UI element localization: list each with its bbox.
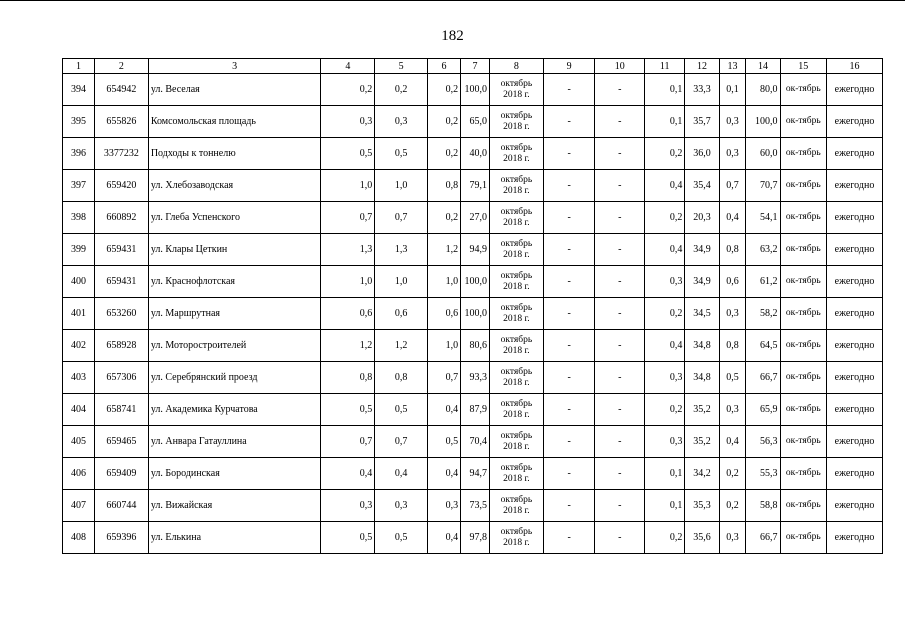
- value-col9: -: [543, 106, 595, 138]
- value-col9: -: [543, 298, 595, 330]
- column-header: 12: [685, 59, 719, 74]
- table-row: [63, 138, 883, 170]
- date-col8: октябрь 2018 г.: [490, 170, 544, 202]
- value-col9: -: [543, 170, 595, 202]
- value-col14: 61,2: [746, 266, 780, 298]
- value-col7: 97,8: [461, 522, 490, 554]
- value-col14: 80,0: [746, 74, 780, 106]
- value-col6: 0,4: [427, 458, 460, 490]
- month-col15: ок-тябрь: [780, 458, 827, 490]
- value-col10: -: [595, 74, 645, 106]
- value-col7: 27,0: [461, 202, 490, 234]
- value-col7: 94,9: [461, 234, 490, 266]
- frequency-col16: ежегодно: [827, 298, 883, 330]
- frequency-col16: ежегодно: [827, 202, 883, 234]
- value-col6: 0,2: [427, 106, 460, 138]
- value-col4: 0,5: [321, 394, 375, 426]
- value-col4: 0,2: [321, 74, 375, 106]
- value-col10: -: [595, 458, 645, 490]
- object-code: 660744: [95, 490, 149, 522]
- value-col14: 58,2: [746, 298, 780, 330]
- object-code: 660892: [95, 202, 149, 234]
- value-col11: 0,4: [645, 330, 685, 362]
- table-row: [63, 106, 883, 138]
- date-col8: октябрь 2018 г.: [490, 522, 544, 554]
- row-number: 400: [63, 266, 95, 298]
- value-col5: 0,7: [375, 426, 428, 458]
- object-code: 659409: [95, 458, 149, 490]
- header-row: [63, 59, 883, 74]
- frequency-col16: ежегодно: [827, 458, 883, 490]
- row-number: 404: [63, 394, 95, 426]
- date-col8: октябрь 2018 г.: [490, 234, 544, 266]
- value-col6: 0,5: [427, 426, 460, 458]
- value-col7: 94,7: [461, 458, 490, 490]
- value-col7: 80,6: [461, 330, 490, 362]
- value-col9: -: [543, 458, 595, 490]
- value-col7: 40,0: [461, 138, 490, 170]
- value-col5: 1,2: [375, 330, 428, 362]
- value-col7: 73,5: [461, 490, 490, 522]
- value-col5: 0,4: [375, 458, 428, 490]
- value-col4: 1,3: [321, 234, 375, 266]
- street-name: ул. Академика Курчатова: [148, 394, 321, 426]
- value-col4: 0,3: [321, 106, 375, 138]
- value-col10: -: [595, 234, 645, 266]
- value-col9: -: [543, 362, 595, 394]
- value-col12: 35,7: [685, 106, 719, 138]
- value-col14: 55,3: [746, 458, 780, 490]
- column-header: 16: [827, 59, 883, 74]
- row-number: 399: [63, 234, 95, 266]
- value-col13: 0,3: [719, 138, 746, 170]
- object-code: 659396: [95, 522, 149, 554]
- value-col7: 70,4: [461, 426, 490, 458]
- date-col8: октябрь 2018 г.: [490, 330, 544, 362]
- frequency-col16: ежегодно: [827, 426, 883, 458]
- date-col8: октябрь 2018 г.: [490, 298, 544, 330]
- value-col14: 60,0: [746, 138, 780, 170]
- column-header: 10: [595, 59, 645, 74]
- value-col6: 1,0: [427, 266, 460, 298]
- value-col4: 0,6: [321, 298, 375, 330]
- value-col4: 0,3: [321, 490, 375, 522]
- value-col14: 100,0: [746, 106, 780, 138]
- value-col11: 0,3: [645, 426, 685, 458]
- value-col14: 58,8: [746, 490, 780, 522]
- street-name: ул. Вижайская: [148, 490, 321, 522]
- value-col10: -: [595, 490, 645, 522]
- column-header: 13: [719, 59, 746, 74]
- value-col13: 0,3: [719, 106, 746, 138]
- value-col10: -: [595, 202, 645, 234]
- value-col10: -: [595, 170, 645, 202]
- value-col7: 87,9: [461, 394, 490, 426]
- month-col15: ок-тябрь: [780, 202, 827, 234]
- month-col15: ок-тябрь: [780, 298, 827, 330]
- street-name: ул. Клары Цеткин: [148, 234, 321, 266]
- value-col13: 0,1: [719, 74, 746, 106]
- row-number: 396: [63, 138, 95, 170]
- value-col14: 66,7: [746, 362, 780, 394]
- value-col11: 0,2: [645, 298, 685, 330]
- object-code: 659465: [95, 426, 149, 458]
- value-col4: 0,8: [321, 362, 375, 394]
- street-name: ул. Анвара Гатауллина: [148, 426, 321, 458]
- date-col8: октябрь 2018 г.: [490, 362, 544, 394]
- value-col14: 54,1: [746, 202, 780, 234]
- page-top-border: [0, 0, 905, 1]
- value-col11: 0,1: [645, 490, 685, 522]
- value-col5: 0,2: [375, 74, 428, 106]
- value-col6: 0,4: [427, 394, 460, 426]
- value-col5: 1,0: [375, 266, 428, 298]
- street-name: ул. Веселая: [148, 74, 321, 106]
- object-code: 658741: [95, 394, 149, 426]
- value-col10: -: [595, 394, 645, 426]
- value-col5: 0,8: [375, 362, 428, 394]
- row-number: 406: [63, 458, 95, 490]
- value-col6: 0,4: [427, 522, 460, 554]
- value-col6: 0,7: [427, 362, 460, 394]
- value-col5: 0,5: [375, 522, 428, 554]
- value-col9: -: [543, 74, 595, 106]
- value-col10: -: [595, 426, 645, 458]
- value-col5: 0,7: [375, 202, 428, 234]
- value-col12: 35,6: [685, 522, 719, 554]
- value-col12: 20,3: [685, 202, 719, 234]
- value-col9: -: [543, 234, 595, 266]
- value-col6: 0,2: [427, 138, 460, 170]
- value-col7: 79,1: [461, 170, 490, 202]
- frequency-col16: ежегодно: [827, 74, 883, 106]
- object-code: 657306: [95, 362, 149, 394]
- value-col13: 0,3: [719, 522, 746, 554]
- table-row: [63, 458, 883, 490]
- table-row: [63, 330, 883, 362]
- value-col10: -: [595, 138, 645, 170]
- date-col8: октябрь 2018 г.: [490, 490, 544, 522]
- value-col12: 35,4: [685, 170, 719, 202]
- value-col4: 1,2: [321, 330, 375, 362]
- column-header: 14: [746, 59, 780, 74]
- value-col13: 0,2: [719, 490, 746, 522]
- street-name: ул. Хлебозаводская: [148, 170, 321, 202]
- row-number: 394: [63, 74, 95, 106]
- value-col4: 0,7: [321, 202, 375, 234]
- value-col6: 1,0: [427, 330, 460, 362]
- value-col13: 0,5: [719, 362, 746, 394]
- table-row: [63, 362, 883, 394]
- value-col7: 93,3: [461, 362, 490, 394]
- value-col12: 36,0: [685, 138, 719, 170]
- row-number: 407: [63, 490, 95, 522]
- row-number: 408: [63, 522, 95, 554]
- frequency-col16: ежегодно: [827, 138, 883, 170]
- month-col15: ок-тябрь: [780, 426, 827, 458]
- value-col13: 0,6: [719, 266, 746, 298]
- data-table: [62, 58, 883, 554]
- object-code: 654942: [95, 74, 149, 106]
- month-col15: ок-тябрь: [780, 106, 827, 138]
- value-col9: -: [543, 394, 595, 426]
- column-header: 8: [490, 59, 544, 74]
- value-col11: 0,2: [645, 394, 685, 426]
- row-number: 401: [63, 298, 95, 330]
- frequency-col16: ежегодно: [827, 490, 883, 522]
- frequency-col16: ежегодно: [827, 106, 883, 138]
- date-col8: октябрь 2018 г.: [490, 74, 544, 106]
- table-row: [63, 298, 883, 330]
- row-number: 402: [63, 330, 95, 362]
- frequency-col16: ежегодно: [827, 330, 883, 362]
- column-header: 11: [645, 59, 685, 74]
- month-col15: ок-тябрь: [780, 266, 827, 298]
- value-col4: 0,5: [321, 138, 375, 170]
- column-header: 2: [95, 59, 149, 74]
- frequency-col16: ежегодно: [827, 266, 883, 298]
- table-row: [63, 234, 883, 266]
- value-col6: 1,2: [427, 234, 460, 266]
- value-col12: 35,2: [685, 426, 719, 458]
- value-col11: 0,2: [645, 138, 685, 170]
- value-col13: 0,8: [719, 330, 746, 362]
- value-col11: 0,2: [645, 202, 685, 234]
- month-col15: ок-тябрь: [780, 522, 827, 554]
- row-number: 403: [63, 362, 95, 394]
- date-col8: октябрь 2018 г.: [490, 138, 544, 170]
- value-col9: -: [543, 490, 595, 522]
- value-col9: -: [543, 138, 595, 170]
- value-col6: 0,3: [427, 490, 460, 522]
- object-code: 653260: [95, 298, 149, 330]
- value-col7: 100,0: [461, 74, 490, 106]
- value-col4: 0,7: [321, 426, 375, 458]
- value-col13: 0,8: [719, 234, 746, 266]
- value-col7: 100,0: [461, 266, 490, 298]
- value-col5: 0,5: [375, 138, 428, 170]
- table-row: [63, 394, 883, 426]
- column-header: 5: [375, 59, 428, 74]
- value-col11: 0,1: [645, 74, 685, 106]
- value-col4: 0,4: [321, 458, 375, 490]
- value-col9: -: [543, 330, 595, 362]
- value-col11: 0,4: [645, 170, 685, 202]
- value-col14: 64,5: [746, 330, 780, 362]
- value-col11: 0,1: [645, 458, 685, 490]
- value-col13: 0,4: [719, 202, 746, 234]
- date-col8: октябрь 2018 г.: [490, 106, 544, 138]
- month-col15: ок-тябрь: [780, 394, 827, 426]
- value-col10: -: [595, 330, 645, 362]
- value-col14: 63,2: [746, 234, 780, 266]
- table-row: [63, 426, 883, 458]
- table-row: [63, 266, 883, 298]
- frequency-col16: ежегодно: [827, 234, 883, 266]
- column-header: 4: [321, 59, 375, 74]
- value-col5: 1,0: [375, 170, 428, 202]
- value-col12: 35,3: [685, 490, 719, 522]
- month-col15: ок-тябрь: [780, 330, 827, 362]
- value-col13: 0,4: [719, 426, 746, 458]
- frequency-col16: ежегодно: [827, 362, 883, 394]
- value-col11: 0,1: [645, 106, 685, 138]
- table-row: [63, 490, 883, 522]
- value-col12: 34,8: [685, 330, 719, 362]
- street-name: ул. Бородинская: [148, 458, 321, 490]
- month-col15: ок-тябрь: [780, 234, 827, 266]
- month-col15: ок-тябрь: [780, 74, 827, 106]
- value-col12: 34,2: [685, 458, 719, 490]
- value-col12: 34,5: [685, 298, 719, 330]
- object-code: 659431: [95, 266, 149, 298]
- row-number: 405: [63, 426, 95, 458]
- object-code: 655826: [95, 106, 149, 138]
- month-col15: ок-тябрь: [780, 362, 827, 394]
- value-col11: 0,3: [645, 266, 685, 298]
- value-col11: 0,3: [645, 362, 685, 394]
- value-col6: 0,2: [427, 74, 460, 106]
- value-col5: 0,3: [375, 106, 428, 138]
- street-name: ул. Елькина: [148, 522, 321, 554]
- value-col13: 0,3: [719, 298, 746, 330]
- value-col14: 65,9: [746, 394, 780, 426]
- value-col9: -: [543, 266, 595, 298]
- row-number: 398: [63, 202, 95, 234]
- frequency-col16: ежегодно: [827, 522, 883, 554]
- street-name: ул. Краснофлотская: [148, 266, 321, 298]
- row-number: 395: [63, 106, 95, 138]
- value-col12: 35,2: [685, 394, 719, 426]
- frequency-col16: ежегодно: [827, 394, 883, 426]
- street-name: ул. Глеба Успенского: [148, 202, 321, 234]
- table-body: [63, 74, 883, 554]
- column-header: 6: [427, 59, 460, 74]
- value-col6: 0,2: [427, 202, 460, 234]
- object-code: 659420: [95, 170, 149, 202]
- value-col11: 0,4: [645, 234, 685, 266]
- value-col4: 1,0: [321, 266, 375, 298]
- value-col6: 0,8: [427, 170, 460, 202]
- page-number: 182: [441, 28, 464, 44]
- value-col12: 34,9: [685, 234, 719, 266]
- value-col10: -: [595, 266, 645, 298]
- value-col14: 70,7: [746, 170, 780, 202]
- street-name: Комсомольская площадь: [148, 106, 321, 138]
- value-col5: 0,3: [375, 490, 428, 522]
- object-code: 659431: [95, 234, 149, 266]
- date-col8: октябрь 2018 г.: [490, 266, 544, 298]
- value-col9: -: [543, 426, 595, 458]
- table-row: [63, 202, 883, 234]
- date-col8: октябрь 2018 г.: [490, 394, 544, 426]
- table-row: [63, 170, 883, 202]
- value-col9: -: [543, 202, 595, 234]
- value-col14: 66,7: [746, 522, 780, 554]
- month-col15: ок-тябрь: [780, 170, 827, 202]
- value-col6: 0,6: [427, 298, 460, 330]
- street-name: Подходы к тоннелю: [148, 138, 321, 170]
- street-name: ул. Серебрянский проезд: [148, 362, 321, 394]
- object-code: 658928: [95, 330, 149, 362]
- table-row: [63, 522, 883, 554]
- value-col13: 0,3: [719, 394, 746, 426]
- frequency-col16: ежегодно: [827, 170, 883, 202]
- date-col8: октябрь 2018 г.: [490, 426, 544, 458]
- value-col12: 34,9: [685, 266, 719, 298]
- value-col13: 0,2: [719, 458, 746, 490]
- column-header: 1: [63, 59, 95, 74]
- value-col4: 0,5: [321, 522, 375, 554]
- value-col12: 33,3: [685, 74, 719, 106]
- value-col5: 0,6: [375, 298, 428, 330]
- value-col11: 0,2: [645, 522, 685, 554]
- value-col7: 100,0: [461, 298, 490, 330]
- value-col7: 65,0: [461, 106, 490, 138]
- value-col9: -: [543, 522, 595, 554]
- value-col12: 34,8: [685, 362, 719, 394]
- value-col5: 1,3: [375, 234, 428, 266]
- value-col4: 1,0: [321, 170, 375, 202]
- value-col10: -: [595, 298, 645, 330]
- object-code: 3377232: [95, 138, 149, 170]
- street-name: ул. Моторостроителей: [148, 330, 321, 362]
- street-name: ул. Маршрутная: [148, 298, 321, 330]
- value-col10: -: [595, 522, 645, 554]
- value-col10: -: [595, 106, 645, 138]
- column-header: 3: [148, 59, 321, 74]
- month-col15: ок-тябрь: [780, 138, 827, 170]
- row-number: 397: [63, 170, 95, 202]
- date-col8: октябрь 2018 г.: [490, 458, 544, 490]
- value-col10: -: [595, 362, 645, 394]
- table-row: [63, 74, 883, 106]
- value-col5: 0,5: [375, 394, 428, 426]
- value-col14: 56,3: [746, 426, 780, 458]
- date-col8: октябрь 2018 г.: [490, 202, 544, 234]
- column-header: 9: [543, 59, 595, 74]
- column-header: 15: [780, 59, 827, 74]
- value-col13: 0,7: [719, 170, 746, 202]
- month-col15: ок-тябрь: [780, 490, 827, 522]
- column-header: 7: [461, 59, 490, 74]
